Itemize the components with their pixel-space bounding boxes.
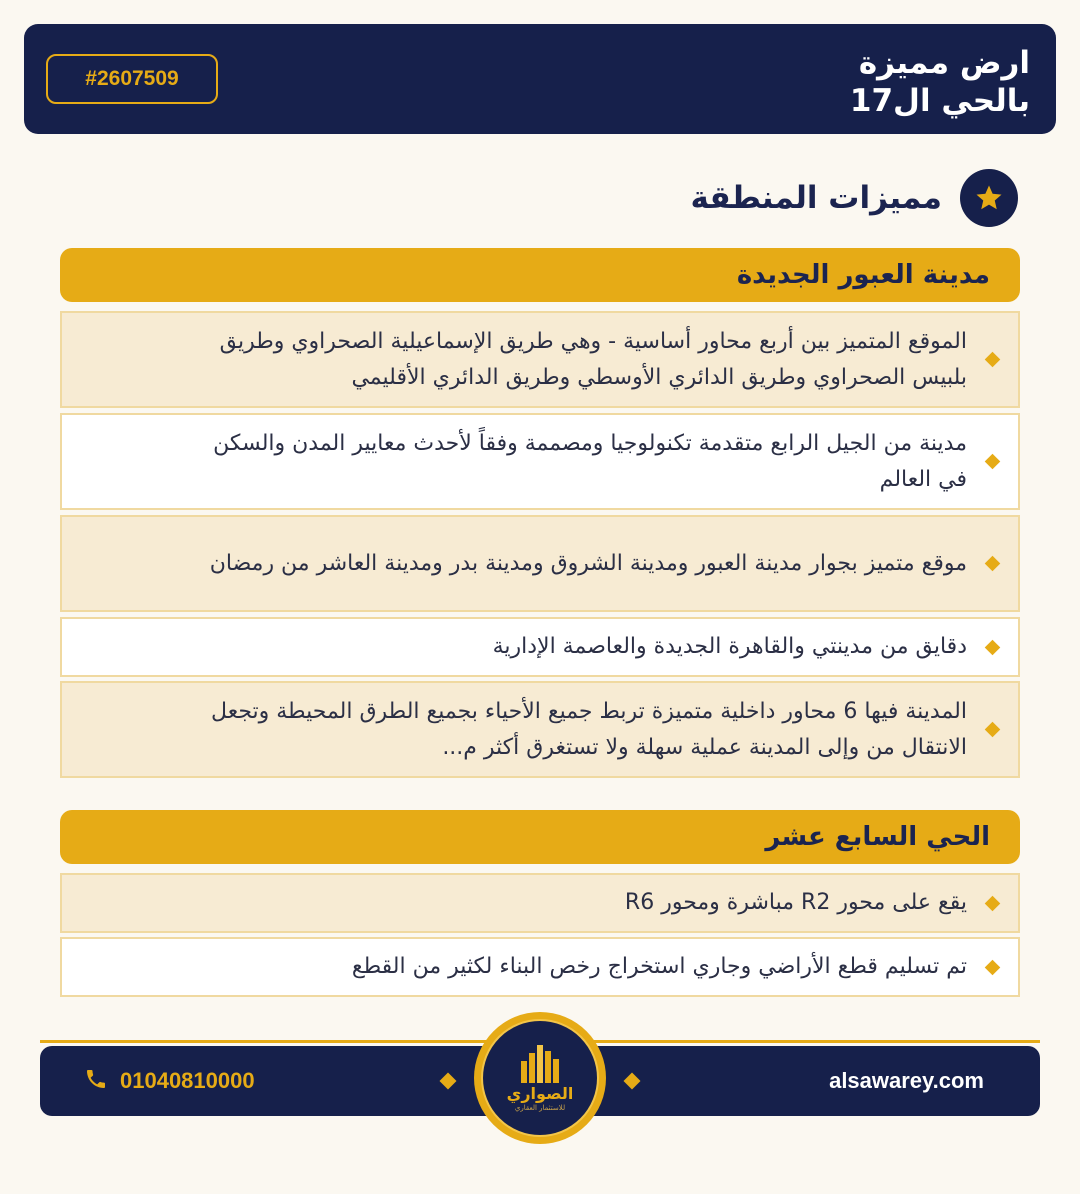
feature-item	[60, 515, 1020, 612]
title-line-1: ارض مميزة	[858, 45, 1030, 81]
feature-text: موقع متميز بجوار مدينة العبور ومدينة الشروق ومدينة بدر ومدينة العاشر من رمضان	[209, 550, 967, 576]
section-heading	[691, 168, 1019, 228]
diamond-icon	[440, 1073, 457, 1090]
group-title-district-17: الحي السابع عشر	[60, 810, 1020, 864]
reference-number-badge: #2607509	[46, 54, 218, 104]
group-title-obour: مدينة العبور الجديدة	[60, 248, 1020, 302]
feature-item	[60, 937, 1020, 997]
feature-item	[60, 311, 1020, 408]
diamond-icon	[624, 1073, 641, 1090]
logo-name: الصواري	[506, 1084, 574, 1103]
section-title: مميزات المنطقة	[690, 180, 942, 216]
feature-item	[60, 873, 1020, 933]
title-line-2: بالحي ال17	[849, 83, 1030, 119]
feature-text: الموقع المتميز بين أربع محاور أساسية - وهي طريق الإسماعيلية الصحراوي وطريق بلبيس الصحراوي وطريق الدائري الأوسطي وطريق الدائري الأقليمي	[219, 328, 967, 390]
header-banner	[24, 24, 1056, 134]
feature-text: مدينة من الجيل الرابع متقدمة تكنولوجيا ومصممة وفقاً لأحدث معايير المدن والسكن في العالم	[213, 430, 967, 492]
diamond-bullet-icon	[985, 722, 1001, 738]
diamond-bullet-icon	[985, 454, 1001, 470]
phone-contact[interactable]	[84, 1046, 255, 1116]
buildings-icon	[517, 1043, 563, 1085]
feature-text: المدينة فيها 6 محاور داخلية متميزة تربط جميع الأحياء بجميع الطرق المحيطة وتجعل الانتقال من وإلى المدينة عملية سهلة ولا تستغرق أكثر م...	[211, 698, 967, 760]
logo-badge	[481, 1019, 599, 1137]
phone-number: 01040810000	[120, 1068, 255, 1093]
listing-title	[630, 44, 1030, 120]
diamond-bullet-icon	[985, 639, 1001, 655]
feature-item	[60, 681, 1020, 778]
diamond-bullet-icon	[985, 959, 1001, 975]
feature-text: تم تسليم قطع الأراضي وجاري استخراج رخص البناء لكثير من القطع	[351, 954, 967, 979]
phone-icon	[84, 1067, 108, 1095]
feature-item	[60, 617, 1020, 677]
feature-text: يقع على محور R2 مباشرة ومحور R6	[624, 890, 967, 915]
diamond-bullet-icon	[985, 352, 1001, 368]
diamond-bullet-icon	[985, 895, 1001, 911]
feature-text: دقايق من مدينتي والقاهرة الجديدة والعاصمة الإدارية	[492, 634, 967, 659]
company-logo	[474, 1012, 606, 1144]
star-icon	[960, 169, 1018, 227]
website-link[interactable]: alsawarey.com	[829, 1068, 984, 1093]
logo-tagline: للاستثمار العقاري	[514, 1104, 566, 1112]
feature-item	[60, 413, 1020, 510]
diamond-bullet-icon	[985, 556, 1001, 572]
